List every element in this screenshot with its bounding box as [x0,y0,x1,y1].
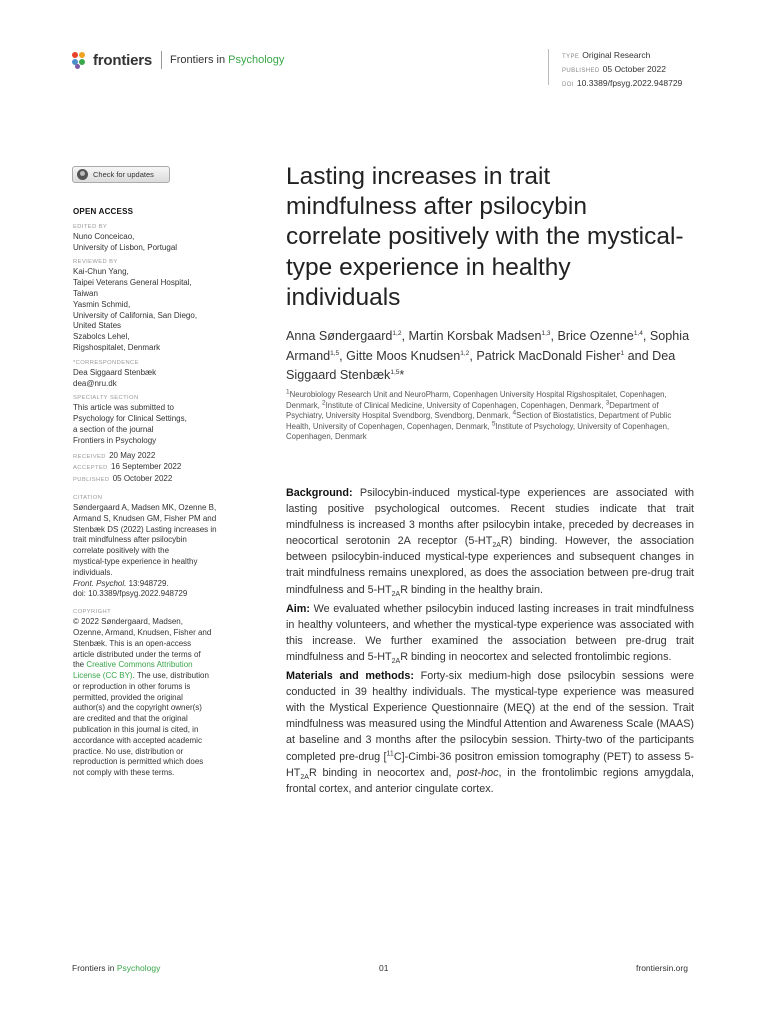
abstract-aim: Aim: We evaluated whether psilocybin induced lasting increases in trait mindfulness in healthy volunteers, and whether the mystical-type experience was associated with this increase. We further examined the association between pre-drug trait mindfulness and $5-HT_{2A}R$ binding in neocortex and selected frontolimbic regions. [286,602,694,666]
citation-label: CITATION [73,494,103,501]
author-affiliation-marker: 1,3 [541,329,551,337]
author-list [286,327,706,386]
article-dates [73,451,243,486]
correspondence: Dea Siggaard Stenbæk dea@nru.dk [73,368,243,390]
affiliation-text: Institute of Psychology, University of Copenhagen, Copenhagen, Denmark [286,421,670,441]
frontiers-logo-icon [72,52,89,69]
author-separator: and [624,348,653,363]
journal-header [72,51,284,69]
copyright-label: COPYRIGHT [73,609,112,616]
author-affiliation-marker: 1,4 [633,329,643,337]
affiliation-number: 2 [321,398,326,406]
article-published: PUBLISHED 05 October 2022 [562,64,666,74]
abstract [286,485,694,800]
author-name[interactable]: Martin Korsbak Madsen [408,329,542,343]
abstract-background: Background: Psilocybin-induced mystical-type experiences are associated with lasting positive psychological outcomes. Recent studies indicate that trait mindfulness is increased 3 months after psilocybin intake, preceded by decreases in neocortical serotonin 2A receptor $(5-HT_{2A}R)$ binding. However, the association between psilocybin-induced mystical-type experiences and subsequent changes in trait mindfulness remains unexplored, as does the association between pre-drug trait mindfulness and $5-HT_{2A}R$ binding in the healthy brain. [286,487,694,598]
author-separator: , [469,348,477,363]
specialty-section-label: SPECIALTY SECTION [73,395,139,402]
article-title: Lasting increases in trait mindfulness after psilocybin correlate positively with the mystical-type experience in healthy individuals [286,163,684,311]
author-name[interactable]: Gitte Moos Knudsen [346,348,461,363]
citation: Søndergaard A, Madsen MK, Ozenne B, Armand S, Knudsen GM, Fisher PM and Stenbæk DS (2022) Lasting increases in trait mindfulness after psilocybin correlate positively with the mystical-type experience in healthy individuals. Front. Psychol. 13:948729. doi: 10.3389/fpsyg.2022.948729 [73,503,243,600]
author-separator: , [339,348,347,363]
author-name[interactable]: Brice Ozenne [557,329,634,343]
affiliation-text: Institute of Clinical Medicine, University of Copenhagen, Copenhagen, Denmark, [325,400,606,410]
affiliation-text: Neurobiology Research Unit and NeuroPharm, Copenhagen University Hospital Rigshospitalet, Copenhagen, Denmark, [286,390,667,410]
page-number: 01 [379,963,389,973]
affiliation-text: Section of Biostatistics, Department of Public Health, University of Copenhagen, Copenhagen, Denmark, [286,411,672,431]
reviewed-by-label: REVIEWED BY [73,259,118,266]
article-type: TYPE Original Research [562,50,651,60]
accepted-date: ACCEPTED 16 September 2022 [73,462,182,472]
edited-by-label: EDITED BY [73,223,108,230]
check-for-updates-button[interactable]: Check for updates [72,166,170,183]
copyright: © 2022 Søndergaard, Madsen, Ozenne, Armand, Knudsen, Fisher and Stenbæk. This is an open-access article distributed under the terms of the Creative Commons Attribution License (CC BY). The use, distribution or reproduction in other forums is permitted, provided the original author(s) and the copyright owner(s) are credited and that the original publication in this journal is cited, in accordance with accepted academic practice. No use, distribution or reproduction is permitted which does not comply with these terms. [73,617,212,778]
header-divider [161,51,162,69]
author-name[interactable]: Dea Siggaard Stenbæk [286,348,676,382]
footer-site-link[interactable]: frontiersin.org [636,963,688,973]
author-separator: , [550,329,558,343]
author-separator: * [399,368,405,382]
citation-doi[interactable]: doi: 10.3389/fpsyg.2022.948729 [73,589,188,599]
author-name[interactable]: Patrick MacDonald Fisher [476,348,621,363]
edited-by: Nuno Conceicao, University of Lisbon, Portugal [73,231,178,252]
published-date: PUBLISHED 05 October 2022 [73,474,173,484]
open-access-label: OPEN ACCESS [73,207,134,216]
received-date: RECEIVED 20 May 2022 [73,450,156,460]
cc-license-link[interactable]: Creative Commons Attribution [86,660,193,670]
correspondence-email[interactable]: dea@nru.dk [73,378,117,388]
author-affiliation-marker: 1,5 [330,349,340,357]
author-name[interactable]: Sophia Armand [286,329,690,363]
cc-license-link-2[interactable]: License (CC BY) [73,671,133,681]
affiliation-number: 5 [491,419,496,427]
article-meta [548,49,683,88]
affiliation-number: 4 [512,409,517,417]
brand-name: frontiers [93,51,153,69]
author-affiliation-marker: 1 [620,349,625,357]
specialty-section: This article was submitted to Psychology for Clinical Settings, a section of the journal Frontiers in Psychology [73,403,187,445]
footer-journal[interactable]: Frontiers in Psychology [72,963,161,973]
article-doi[interactable]: DOI 10.3389/fpsyg.2022.948729 [562,78,683,88]
author-affiliation-marker: 1,5 [390,368,400,376]
author-separator: , [642,329,650,343]
abstract-methods: Materials and methods: Forty-six medium-high dose psilocybin sessions were conducted in 39 healthy individuals. The mystical-type experience was measured with the Mystical Experience Questionnaire (MEQ) at the end of the session. Trait mindfulness was measured using the Mindful Attention and Awareness Scale (MAAS) at baseline and 3 months after the psilocybin session. Thirty-two of the participants completed pre-drug [$^{11}$C]-Cimbi-36 positron emission tomography (PET) to assess $5-HT_{2A}R$ binding in neocortex and, post-hoc, in the frontolimbic regions amygdala, frontal cortex, and anterior cingulate cortex. [286,670,694,795]
affiliations [286,390,696,443]
affiliation-number: 3 [605,398,610,406]
author-separator: , [401,329,409,343]
author-name[interactable]: Anna Søndergaard [286,329,393,343]
article-sidebar [73,207,243,779]
affiliation-text: Department of Psychiatry, University Hospital Svendborg, Svendborg, Denmark, [286,400,659,420]
reviewed-by: Kai-Chun Yang, Taipei Veterans General Hospital, Taiwan Yasmin Schmid, University of California, San Diego, United States Szabolcs Lehel, Rigshospitalet, Denmark [73,267,198,352]
affiliation-number: 1 [286,388,290,396]
journal-name[interactable]: Frontiers in Psychology [170,54,285,66]
correspondence-label: *CORRESPONDENCE [73,359,139,366]
update-icon [77,169,88,180]
author-affiliation-marker: 1,2 [392,329,402,337]
author-affiliation-marker: 1,2 [460,349,470,357]
